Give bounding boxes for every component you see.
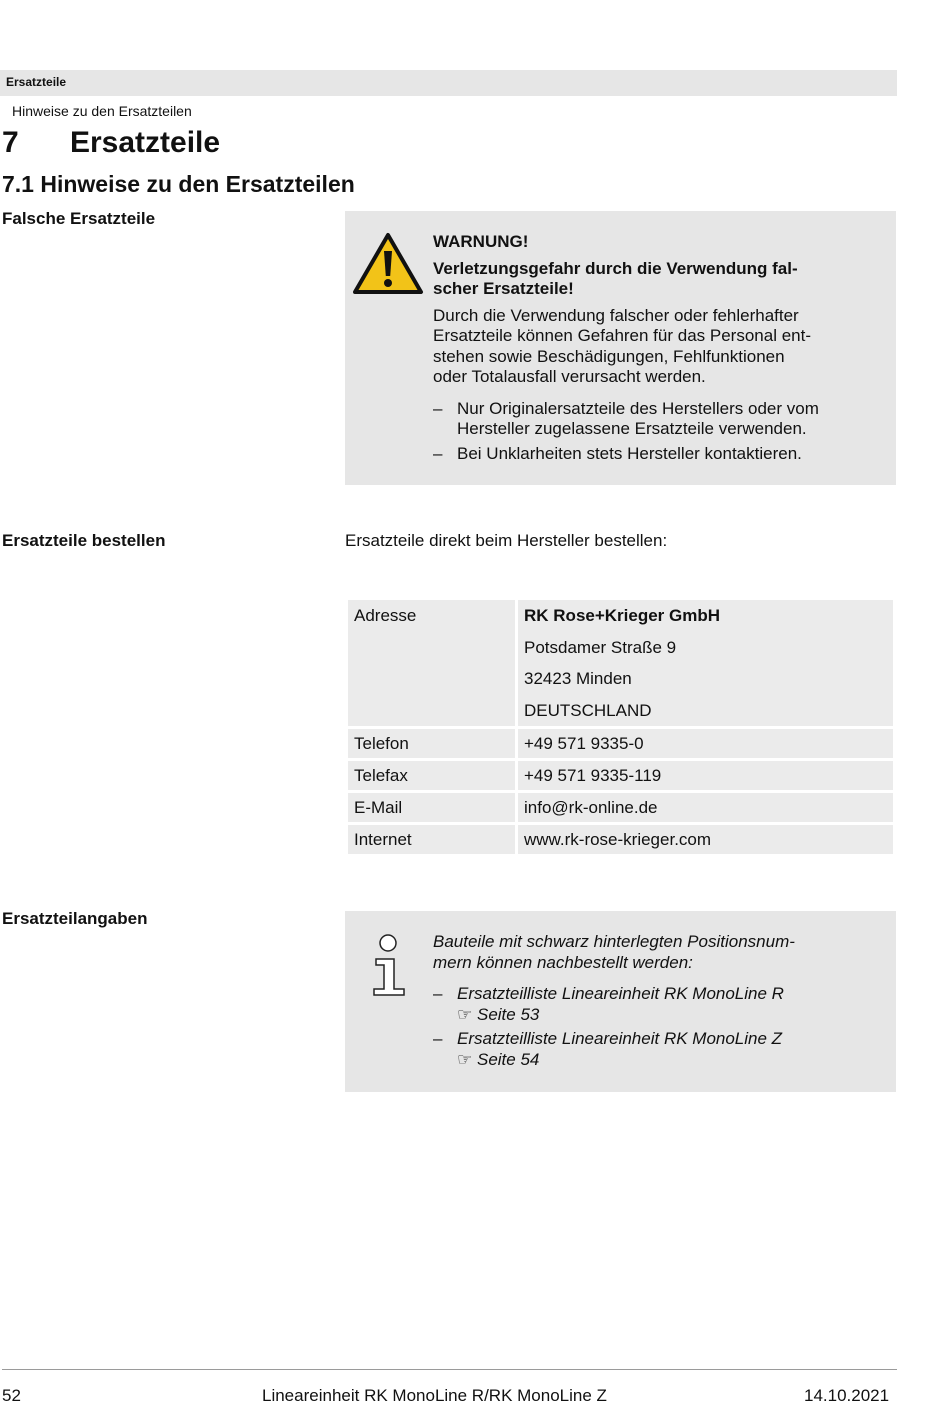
label-ersatzteile-bestellen: Ersatzteile bestellen xyxy=(2,531,166,550)
dash-bullet: – xyxy=(433,398,443,418)
page-reference-link[interactable] xyxy=(457,1005,873,1026)
warning-list-item xyxy=(433,399,873,440)
contact-value-email[interactable]: info@rk-online.de xyxy=(518,793,893,822)
info-text-line-2: mern können nachbestellt werden: xyxy=(433,952,693,972)
contact-row xyxy=(348,793,893,822)
footer-divider xyxy=(2,1369,897,1370)
company-name: RK Rose+Krieger GmbH xyxy=(524,606,721,625)
contact-key: Adresse xyxy=(348,600,515,726)
warning-item-line: Hersteller zugelassene Ersatzteile verwenden. xyxy=(457,419,807,438)
info-item-title: Ersatzteilliste Lineareinheit RK MonoLine R xyxy=(457,984,784,1003)
page-reference-link[interactable] xyxy=(457,1050,873,1071)
info-list-item xyxy=(433,984,873,1025)
warning-headline-line-2: scher Ersatzteile! xyxy=(433,279,574,298)
warning-box xyxy=(345,211,896,485)
contact-row xyxy=(348,761,893,790)
dash-bullet: – xyxy=(433,1029,443,1048)
contact-row xyxy=(348,729,893,758)
document-title: Lineareinheit RK MonoLine R/RK MonoLine Z xyxy=(262,1386,607,1405)
page-reference[interactable]: Seite 54 xyxy=(476,1049,540,1069)
contact-key: E-Mail xyxy=(348,793,515,822)
contact-row xyxy=(348,825,893,854)
warning-item-line: Bei Unklarheiten stets Hersteller kontaktieren. xyxy=(457,443,802,463)
warning-body-line-2: Ersatzteile können Gefahren für das Personal ent- xyxy=(433,326,811,345)
warning-body-line-3: stehen sowie Beschädigungen, Fehlfunktionen xyxy=(433,346,785,366)
info-icon xyxy=(370,933,410,1002)
contact-value-fax: +49 571 9335-119 xyxy=(518,761,893,790)
street: Potsdamer Straße 9 xyxy=(524,637,677,657)
hand-pointer-icon: ☞ xyxy=(457,1004,473,1024)
label-ersatzteilangaben: Ersatzteilangaben xyxy=(2,909,148,928)
info-box xyxy=(345,911,896,1092)
warning-triangle-icon xyxy=(352,231,424,302)
document-date: 14.10.2021 xyxy=(804,1386,890,1405)
hand-pointer-icon: ☞ xyxy=(457,1049,473,1069)
page-number: 52 xyxy=(2,1386,21,1405)
warning-headline-line-1: Verletzungsgefahr durch die Verwendung fal- xyxy=(433,258,798,278)
contact-value-website[interactable]: www.rk-rose-krieger.com xyxy=(518,825,893,854)
warning-body-line-1: Durch die Verwendung falscher oder fehlerhafter xyxy=(433,305,799,325)
order-intro: Ersatzteile direkt beim Hersteller bestellen: xyxy=(345,531,668,550)
chapter-number: 7 xyxy=(2,126,19,159)
info-list-item xyxy=(433,1029,873,1070)
contact-key: Internet xyxy=(348,825,515,854)
info-item-title: Ersatzteilliste Lineareinheit RK MonoLine Z xyxy=(457,1029,783,1048)
warning-list-item xyxy=(433,444,873,465)
chapter-title: Ersatzteile xyxy=(70,126,221,159)
info-text-line-1: Bauteile mit schwarz hinterlegten Positionsnum- xyxy=(433,932,795,951)
header-section-label: Ersatzteile xyxy=(6,75,67,89)
city: 32423 Minden xyxy=(524,669,632,688)
warning-body-line-4: oder Totalausfall verursacht werden. xyxy=(433,367,706,386)
contact-key: Telefon xyxy=(348,729,515,758)
page-reference[interactable]: Seite 53 xyxy=(476,1004,540,1024)
section-title: 7.1 Hinweise zu den Ersatzteilen xyxy=(2,171,355,197)
contact-value-phone: +49 571 9335-0 xyxy=(518,729,893,758)
warning-signal-word: WARNUNG! xyxy=(433,232,529,251)
contact-value-address xyxy=(518,600,893,726)
breadcrumb: Hinweise zu den Ersatzteilen xyxy=(12,103,192,119)
contact-table xyxy=(345,597,896,857)
contact-key: Telefax xyxy=(348,761,515,790)
contact-row-address xyxy=(348,600,893,726)
country: DEUTSCHLAND xyxy=(524,700,652,720)
header-bar xyxy=(0,70,897,96)
dash-bullet: – xyxy=(433,443,443,463)
warning-item-line: Nur Originalersatzteile des Herstellers oder vom xyxy=(457,398,819,418)
dash-bullet: – xyxy=(433,984,443,1003)
label-falsche-ersatzteile: Falsche Ersatzteile xyxy=(2,209,156,228)
